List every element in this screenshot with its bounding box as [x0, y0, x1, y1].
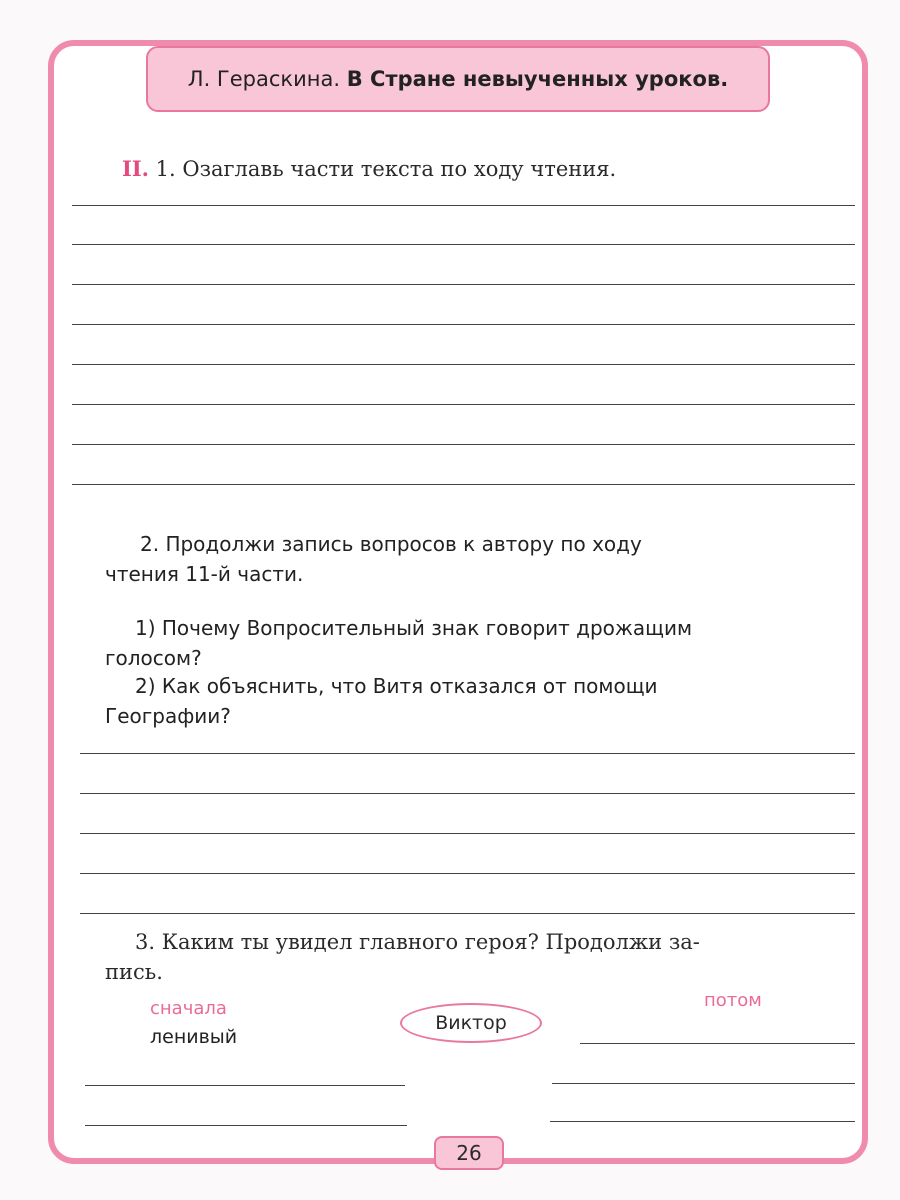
answer-line[interactable] [72, 205, 855, 206]
question-1: голосом? [105, 646, 202, 670]
answer-line[interactable] [552, 1083, 855, 1084]
task-3-text: пись. [105, 960, 163, 984]
hero-name-oval: Виктор [400, 1003, 542, 1043]
question-2: Географии? [105, 704, 231, 728]
page-title [146, 46, 770, 112]
answer-line[interactable] [72, 244, 855, 245]
before-value: ленивый [150, 1026, 238, 1048]
answer-line[interactable] [72, 284, 855, 285]
task-3-text: 3. Каким ты увидел главного героя? Продолжи за- [135, 930, 700, 954]
answer-line[interactable] [72, 484, 855, 485]
task-1-text: 1. Озаглавь части текста по ходу чтения. [155, 157, 617, 181]
after-label: потом [704, 990, 762, 1011]
answer-line[interactable] [80, 753, 855, 754]
answer-line[interactable] [72, 364, 855, 365]
answer-line[interactable] [80, 873, 855, 874]
before-label: сначала [150, 998, 227, 1019]
answer-line[interactable] [80, 833, 855, 834]
answer-line[interactable] [85, 1085, 405, 1086]
answer-line[interactable] [85, 1125, 407, 1126]
author: Л. Гераскина. [187, 67, 341, 91]
answer-line[interactable] [550, 1121, 855, 1122]
page-number: 26 [434, 1136, 504, 1170]
task-1 [122, 156, 616, 181]
question-2: 2) Как объяснить, что Витя отказался от помощи [135, 674, 658, 698]
task-2-text: чтения 11-й части. [105, 562, 304, 586]
answer-line[interactable] [72, 324, 855, 325]
story-title: В Стране невыученных уроков. [346, 67, 729, 91]
section-number: II. [122, 156, 149, 181]
answer-line[interactable] [580, 1043, 855, 1044]
answer-line[interactable] [80, 793, 855, 794]
question-1: 1) Почему Вопросительный знак говорит дрожащим [135, 616, 693, 640]
task-2-text: 2. Продолжи запись вопросов к автору по ходу [140, 532, 642, 556]
answer-line[interactable] [72, 444, 855, 445]
answer-line[interactable] [80, 913, 855, 914]
answer-line[interactable] [72, 404, 855, 405]
